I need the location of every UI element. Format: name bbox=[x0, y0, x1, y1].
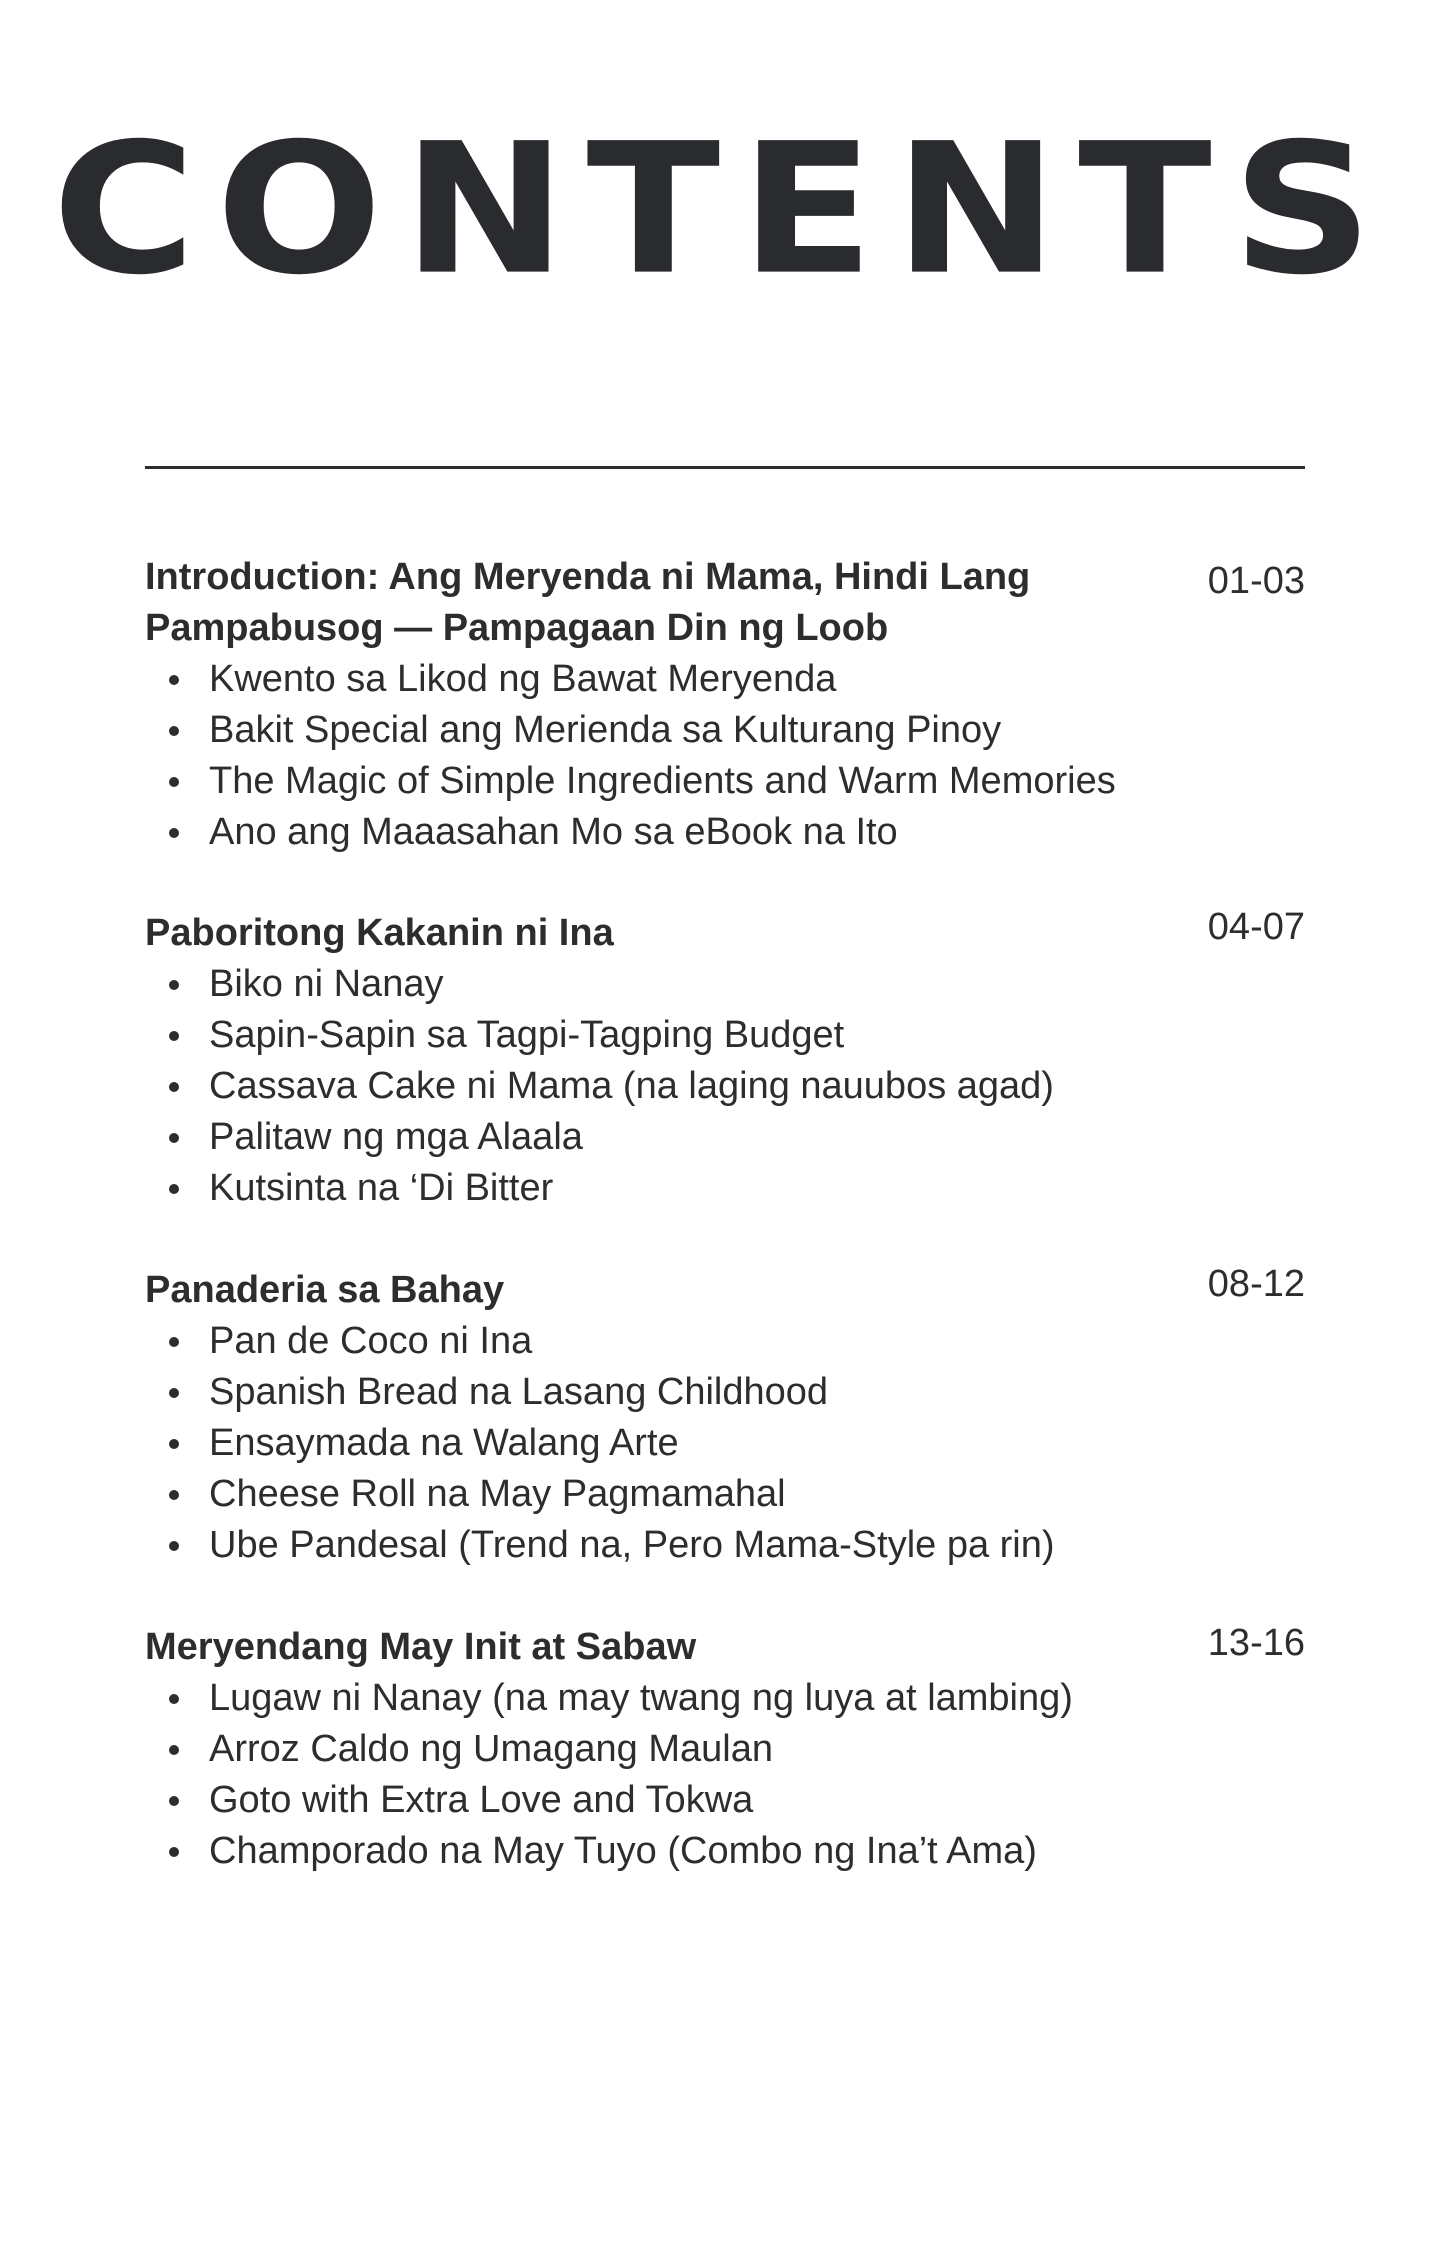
title-divider bbox=[145, 466, 1305, 469]
bullet-icon bbox=[169, 777, 179, 787]
list-item: Spanish Bread na Lasang Childhood bbox=[145, 1367, 1305, 1418]
list-item: The Magic of Simple Ingredients and Warm Memories bbox=[145, 756, 1305, 807]
list-item: Sapin-Sapin sa Tagpi-Tagping Budget bbox=[145, 1010, 1305, 1061]
section-title: Meryendang May Init at Sabaw bbox=[145, 1626, 697, 1668]
list-item: Arroz Caldo ng Umagang Maulan bbox=[145, 1724, 1305, 1775]
section-title: Introduction: Ang Meryenda ni Mama, Hindi Lang Pampabusog — Pampagaan Din ng Loob bbox=[145, 556, 1031, 649]
list-item: Bakit Special ang Merienda sa Kulturang Pinoy bbox=[145, 705, 1305, 756]
list-item: Ube Pandesal (Trend na, Pero Mama-Style pa rin) bbox=[145, 1520, 1305, 1571]
section-header bbox=[145, 908, 1305, 959]
section-page-range: 08-12 bbox=[1207, 1263, 1305, 1305]
bullet-icon bbox=[169, 1541, 179, 1551]
list-item: Goto with Extra Love and Tokwa bbox=[145, 1775, 1305, 1826]
list-item: Lugaw ni Nanay (na may twang ng luya at lambing) bbox=[145, 1673, 1305, 1724]
list-item: Palitaw ng mga Alaala bbox=[145, 1112, 1305, 1163]
page-title-wrap bbox=[0, 105, 1445, 315]
bullet-icon bbox=[169, 1031, 179, 1041]
bullet-icon bbox=[169, 1082, 179, 1092]
bullet-icon bbox=[169, 1694, 179, 1704]
bullet-icon bbox=[169, 1847, 179, 1857]
section-header bbox=[145, 1265, 1305, 1316]
section-header bbox=[145, 552, 1305, 654]
bullet-icon bbox=[169, 1745, 179, 1755]
list-item: Pan de Coco ni Ina bbox=[145, 1316, 1305, 1367]
bullet-icon bbox=[169, 1337, 179, 1347]
section-page-range: 04-07 bbox=[1207, 906, 1305, 948]
list-item: Cheese Roll na May Pagmamahal bbox=[145, 1469, 1305, 1520]
bullet-icon bbox=[169, 1184, 179, 1194]
section-page-range: 13-16 bbox=[1207, 1622, 1305, 1664]
bullet-icon bbox=[169, 980, 179, 990]
toc-section-panaderia bbox=[145, 1265, 1305, 1571]
toc-section-introduction bbox=[145, 552, 1305, 858]
section-item-list bbox=[145, 1316, 1305, 1571]
section-title: Panaderia sa Bahay bbox=[145, 1269, 505, 1311]
list-item: Ano ang Maaasahan Mo sa eBook na Ito bbox=[145, 807, 1305, 858]
section-header bbox=[145, 1622, 1305, 1673]
list-item: Kutsinta na ‘Di Bitter bbox=[145, 1163, 1305, 1214]
section-title: Paboritong Kakanin ni Ina bbox=[145, 912, 614, 954]
toc-section-kakanin bbox=[145, 908, 1305, 1214]
section-item-list bbox=[145, 1673, 1305, 1877]
list-item: Kwento sa Likod ng Bawat Meryenda bbox=[145, 654, 1305, 705]
list-item: Cassava Cake ni Mama (na laging nauubos agad) bbox=[145, 1061, 1305, 1112]
list-item: Champorado na May Tuyo (Combo ng Ina’t Ama) bbox=[145, 1826, 1305, 1877]
page-title: CONTENTS bbox=[52, 105, 1393, 315]
bullet-icon bbox=[169, 1388, 179, 1398]
bullet-icon bbox=[169, 1490, 179, 1500]
bullet-icon bbox=[169, 675, 179, 685]
bullet-icon bbox=[169, 1133, 179, 1143]
bullet-icon bbox=[169, 828, 179, 838]
bullet-icon bbox=[169, 726, 179, 736]
bullet-icon bbox=[169, 1439, 179, 1449]
list-item: Ensaymada na Walang Arte bbox=[145, 1418, 1305, 1469]
list-item: Biko ni Nanay bbox=[145, 959, 1305, 1010]
section-item-list bbox=[145, 654, 1305, 858]
section-page-range: 01-03 bbox=[1207, 560, 1305, 602]
bullet-icon bbox=[169, 1796, 179, 1806]
toc-section-sabaw bbox=[145, 1622, 1305, 1877]
section-item-list bbox=[145, 959, 1305, 1214]
